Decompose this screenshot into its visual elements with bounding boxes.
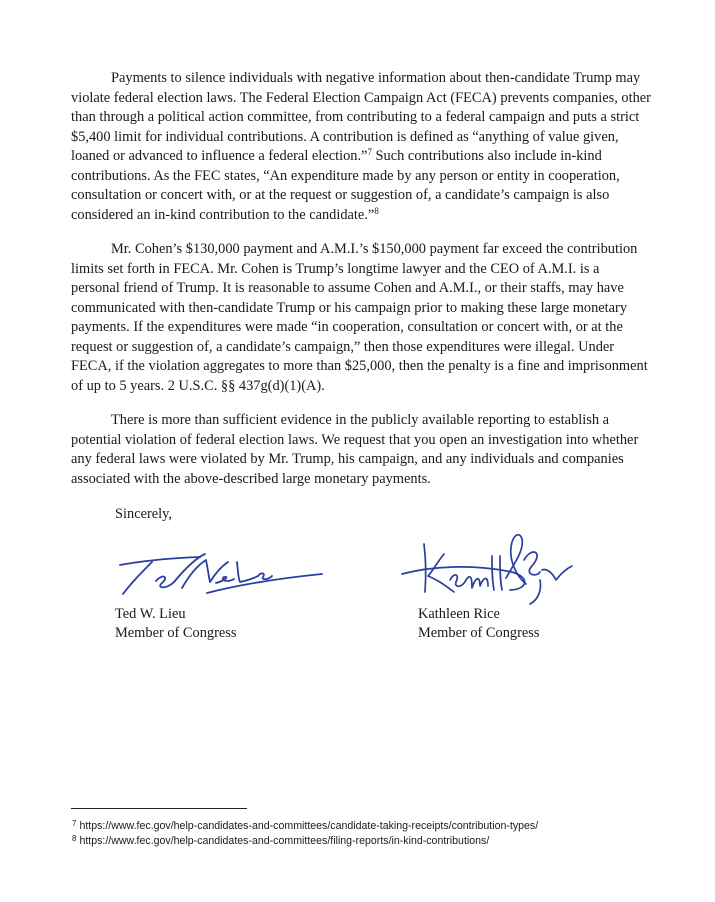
signatory-2-title: Member of Congress — [418, 625, 540, 641]
signature-ted-lieu — [112, 548, 327, 600]
footnote-ref-7[interactable]: 7 — [367, 147, 372, 157]
signatory-1-name: Ted W. Lieu — [115, 606, 186, 622]
paragraph-2-text: Mr. Cohen’s $130,000 payment and A.M.I.’s $150,000 payment far exceed the contribution limits set forth in FECA. Mr. Cohen is Trump’s longtime lawyer and the CEO of A.M.I. is a personal friend of Trump. It is reasonable to assume Cohen and A.M.I., or their staffs, may have communicated with then-candidate Trump or his campaign prior to making these large monetary payments. If the expenditures were made “in cooperation, consultation or concert with, or at the request or suggestion of, a candidate’s campaign,” then those expenditures were illegal. Under FECA, if the violation aggregates to more than $25,000, then the penalty is a fine and imprisonment of up to 5 years. 2 U.S.C. §§ 437g(d)(1)(A). — [71, 241, 648, 394]
footnote-divider — [71, 808, 247, 809]
footnote-7-link[interactable]: https://www.fec.gov/help-candidates-and-committees/candidate-taking-receipts/contribution-types/ — [79, 820, 539, 832]
footnote-8-number: 8 — [72, 834, 77, 843]
paragraph-3-text: There is more than sufficient evidence in the publicly available reporting to establish a potential violation of federal election laws. We request that you open an investigation into whether any federal laws were violated by Mr. Trump, his campaign, and any individuals and companies associated with the above-described large monetary payments. — [71, 412, 639, 487]
paragraph-1-text-b: Such contributions also include in-kind contributions. As the FEC states, “An expenditure made by any person or entity in cooperation, consultation or concert with, or at the request or suggestion of, a candidate’s campaign is also considered an in-kind contribution to the candidate.” — [71, 148, 620, 223]
footnote-ref-8[interactable]: 8 — [374, 205, 379, 216]
footnote-8-link[interactable]: https://www.fec.gov/help-candidates-and-committees/filing-reports/in-kind-contributions/ — [79, 835, 490, 847]
paragraph-2 — [71, 240, 651, 396]
closing-salutation: Sincerely, — [115, 506, 173, 522]
signatory-1-title: Member of Congress — [115, 625, 237, 641]
paragraph-1 — [71, 69, 651, 225]
footnote-8 — [72, 832, 489, 848]
paragraph-3 — [71, 411, 651, 489]
footnote-7 — [72, 817, 538, 833]
signature-kathleen-rice — [392, 520, 582, 615]
signatory-2-name: Kathleen Rice — [418, 606, 500, 622]
footnote-7-number: 7 — [72, 819, 77, 828]
paragraph-1-text-a: Payments to silence individuals with negative information about then-candidate Trump may violate federal election laws. The Federal Election Campaign Act (FECA) prevents companies, other than through a political action committee, from contributing to a federal campaign and puts a strict $5,400 limit for individual contributions. A contribution is defined as “anything of value given, loaned or advanced to influence a federal election.” — [71, 70, 651, 164]
